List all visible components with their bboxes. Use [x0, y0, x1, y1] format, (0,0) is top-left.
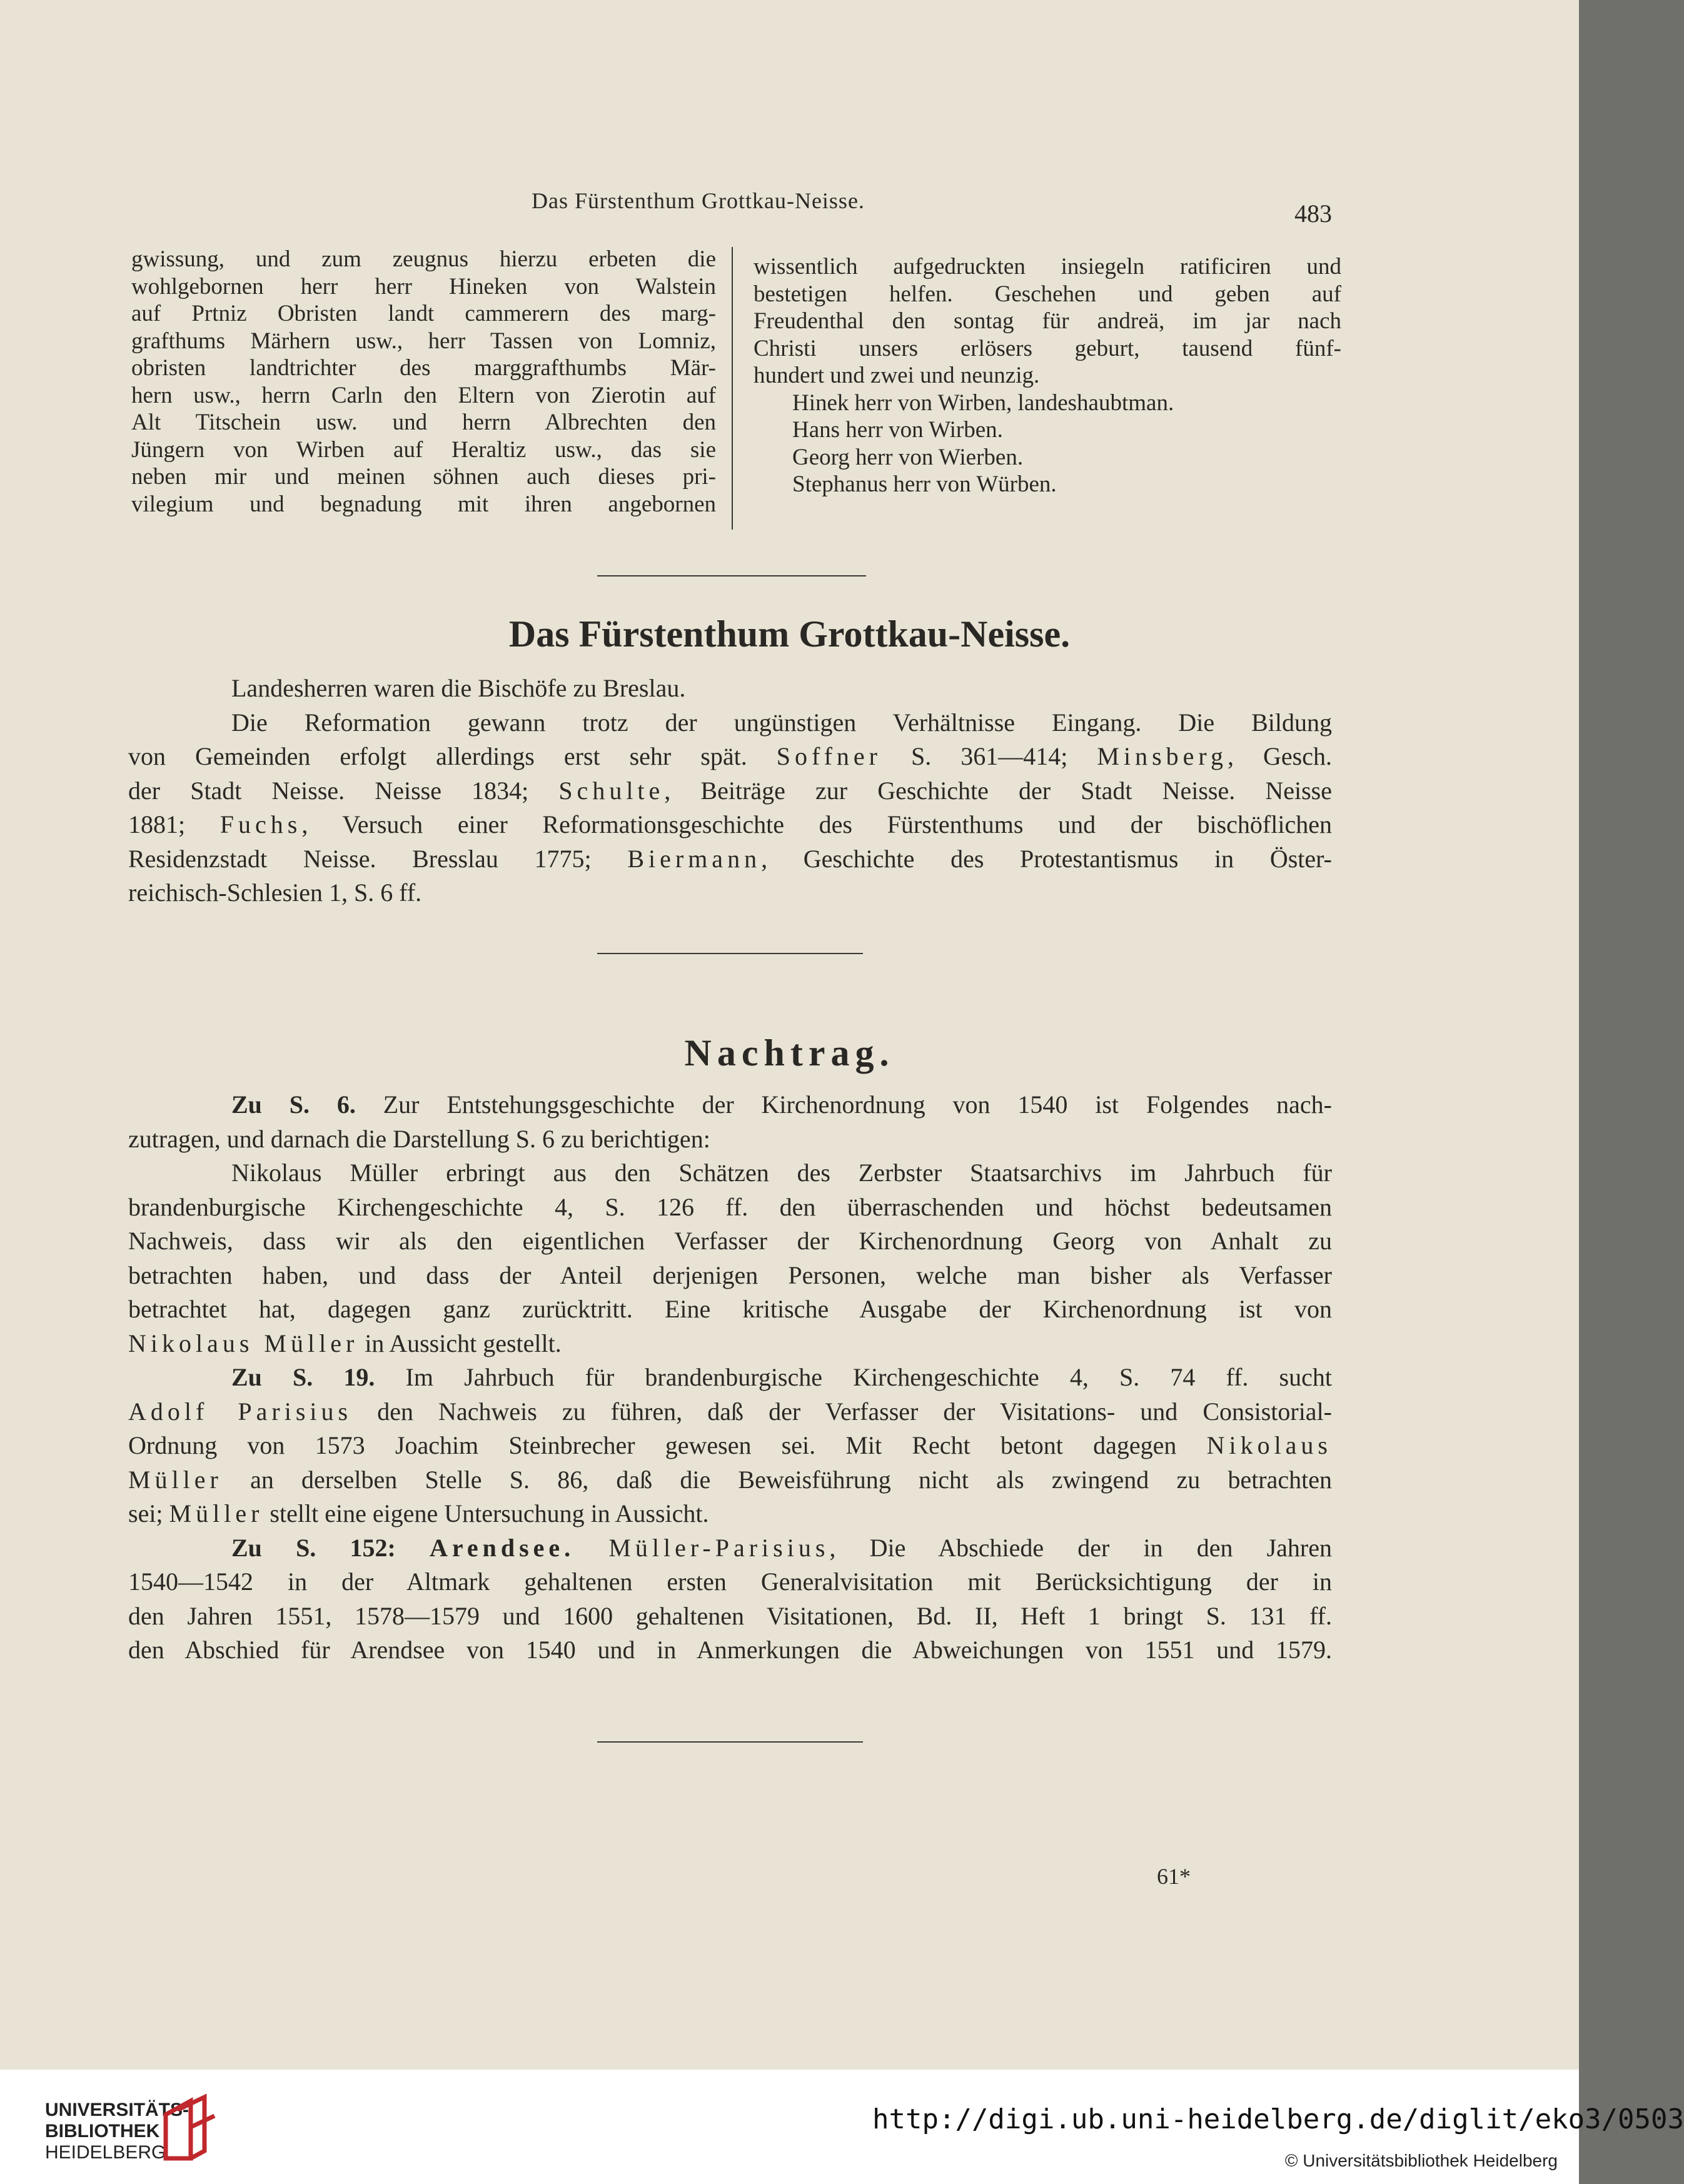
text-line: den Jahren 1551, 1578—1579 und 1600 gehaltenen Visitationen, Bd. II, Heft 1 bringt S. 131 ff. — [128, 1601, 1332, 1630]
text-line: 1540—1542 in der Altmark gehaltenen ersten Generalvisitation mit Berücksichtigung der in — [128, 1568, 1332, 1596]
text-line: Zu S. 6. Zur Entstehungsgeschichte der Kirchenordnung von 1540 ist Folgendes nach- — [231, 1090, 1332, 1119]
signatory: Hans herr von Wirben. — [792, 417, 1003, 443]
text-line: Zu S. 19. Im Jahrbuch für brandenburgische Kirchengeschichte 4, S. 74 ff. sucht — [231, 1363, 1332, 1391]
text-line: Adolf Parisius den Nachweis zu führen, daß der Verfasser der Visitations- und Consistorial- — [128, 1397, 1332, 1426]
signatory: Hinek herr von Wirben, landeshaubtman. — [792, 390, 1174, 416]
left-line: Jüngern von Wirben auf Heraltiz usw., das sie — [131, 436, 716, 463]
reference-label: Zu S. 6. — [231, 1090, 356, 1119]
section-heading-grottkau: Das Fürstenthum Grottkau-Neisse. — [508, 613, 1071, 655]
permalink-url[interactable]: http://digi.ub.uni-heidelberg.de/diglit/eko3/0503 — [872, 2103, 1684, 2135]
right-line: wissentlich aufgedruckten insiegeln ratificiren und — [754, 254, 1341, 279]
right-line: bestetigen helfen. Geschehen und geben auf — [754, 281, 1341, 307]
author-name: Müller — [169, 1499, 264, 1527]
text-line: Zu S. 152: Arendsee. Müller-Parisius, Die Abschiede der in den Jahren — [231, 1533, 1333, 1562]
page-number: 483 — [1294, 199, 1332, 228]
author-name: Müller-Parisius — [608, 1533, 830, 1562]
text-line: zutragen, und darnach die Darstellung S. 6 zu berichtigen: — [128, 1124, 710, 1153]
running-title: Das Fürstenthum Grottkau-Neisse. — [532, 188, 865, 213]
reference-label: Zu S. 19. — [231, 1363, 375, 1391]
author-name: Nikolaus Müller — [128, 1329, 359, 1357]
text-line: von Gemeinden erfolgt allerdings erst sehr spät. Soffner S. 361—414; Minsberg, Gesch. — [128, 742, 1332, 770]
right-column — [754, 253, 1341, 498]
left-line: gwissung, und zum zeugnus hierzu erbeten die — [131, 246, 716, 272]
text-line: Landesherren waren die Bischöfe zu Breslau. — [231, 674, 686, 702]
right-line: hundert und zwei und neunzig. — [754, 363, 1040, 388]
section-body-grottkau — [128, 672, 1332, 910]
text-line: Ordnung von 1573 Joachim Steinbrecher gewesen sei. Mit Recht betont dagegen Nikolaus — [128, 1431, 1332, 1459]
footer-bar — [0, 2070, 1684, 2184]
author-name: Biermann — [627, 844, 762, 873]
section-rule — [597, 953, 863, 954]
logo-line: HEIDELBERG — [45, 2142, 166, 2163]
copyright-notice: © Universitätsbibliothek Heidelberg — [1284, 2151, 1558, 2170]
text-line: betrachtet hat, dagegen ganz zurücktritt. Eine kritische Ausgabe der Kirchenordnung ist von — [128, 1295, 1332, 1323]
left-line: obristen landtrichter des marggrafthumbs Mär- — [131, 355, 716, 381]
text-line: Nachweis, dass wir als den eigentlichen Verfasser der Kirchenordnung Georg von Anhalt zu — [128, 1227, 1332, 1255]
left-line: neben mir und meinen söhnen auch dieses pri- — [131, 464, 716, 490]
author-name: Soffner — [776, 742, 882, 770]
library-logo-icon[interactable] — [159, 2096, 219, 2165]
left-line: hern usw., herrn Carln den Eltern von Zierotin auf — [131, 382, 716, 408]
text-line: betrachten haben, und dass der Anteil derjenigen Personen, welche man bisher als Verfasser — [128, 1261, 1332, 1289]
right-line: Christi unsers erlösers geburt, tausend fünf- — [754, 335, 1341, 361]
text-line: Nikolaus Müller erbringt aus den Schätzen des Zerbster Staatsarchivs im Jahrbuch für — [231, 1159, 1332, 1187]
logo-line: BIBLIOTHEK — [45, 2121, 160, 2141]
text-line: Die Reformation gewann trotz der ungünstigen Verhältnisse Eingang. Die Bildung — [231, 708, 1332, 737]
section-rule — [597, 575, 866, 576]
text-line: sei; Müller stellt eine eigene Untersuchung in Aussicht. — [128, 1499, 709, 1527]
text-line: der Stadt Neisse. Neisse 1834; Schulte, Beiträge zur Geschichte der Stadt Neisse. Neisse — [128, 776, 1332, 805]
left-line: vilegium und begnadung mit ihren angebornen — [131, 491, 716, 517]
signatory: Georg herr von Wierben. — [792, 444, 1024, 470]
text-line: reichisch-Schlesien 1, S. 6 ff. — [128, 878, 422, 907]
text-line: 1881; Fuchs, Versuch einer Reformationsgeschichte des Fürstenthums und der bischöflichen — [128, 810, 1332, 838]
text-line: Residenzstadt Neisse. Bresslau 1775; Biermann, Geschichte des Protestantismus in Öster- — [128, 844, 1332, 873]
author-name: Schulte — [558, 776, 665, 805]
left-line: wohlgebornen herr herr Hineken von Walstein — [131, 273, 716, 299]
text-line: Nikolaus Müller in Aussicht gestellt. — [128, 1329, 562, 1357]
author-name: Adolf Parisius — [128, 1397, 353, 1426]
author-name: Fuchs — [219, 810, 302, 838]
section-body-nachtrag — [128, 1088, 1332, 1668]
logo-line: UNIVERSITÄTS- — [45, 2100, 189, 2120]
text-line: den Abschied für Arendsee von 1540 und in Anmerkungen die Abweichungen von 1551 und 1579. — [128, 1636, 1332, 1664]
author-name: Minsberg — [1097, 742, 1228, 770]
signature-mark: 61* — [1157, 1864, 1191, 1889]
reference-label: Zu S. 152: — [231, 1533, 430, 1562]
column-divider — [732, 247, 733, 530]
author-name: Nikolaus — [1206, 1431, 1332, 1459]
left-line: auf Prtniz Obristen landt cammerern des marg- — [131, 301, 716, 326]
text-line: Müller an derselben Stelle S. 86, daß die Beweisführung nicht als zwingend zu betrachten — [128, 1465, 1332, 1494]
right-line: Freudenthal den sontag für andreä, im jar nach — [754, 308, 1341, 334]
left-column — [131, 246, 716, 518]
section-heading-nachtrag: Nachtrag. — [684, 1032, 895, 1074]
author-name: Müller — [128, 1465, 223, 1494]
text-line: brandenburgische Kirchengeschichte 4, S. 126 ff. den überraschenden und höchst bedeutsamen — [128, 1192, 1332, 1221]
left-line: Alt Titschein usw. und herrn Albrechten den — [131, 410, 716, 435]
section-rule — [597, 1741, 863, 1743]
place-name: Arendsee. — [429, 1533, 575, 1562]
left-line: grafthums Märhern usw., herr Tassen von Lomniz, — [131, 328, 716, 354]
signatory: Stephanus herr von Würben. — [792, 471, 1057, 497]
